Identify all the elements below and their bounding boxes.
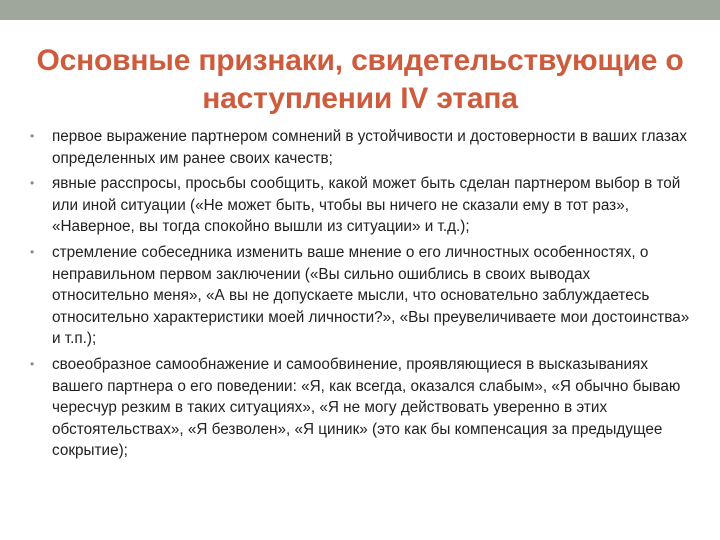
bullet-dot-icon: • (30, 356, 35, 371)
bullet-dot-icon: • (30, 244, 35, 259)
bullet-item-4 (30, 354, 690, 462)
bullet-list (30, 126, 690, 466)
bullet-text: первое выражение партнером сомнений в устойчивости и достоверности в ваших глазах определенных им ранее своих качеств; (52, 128, 688, 167)
bullet-dot-icon: • (30, 129, 35, 143)
slide-title: Основные признаки, свидетельствующие о наступлении IV этапа (36, 44, 684, 115)
bullet-item-3 (30, 242, 690, 350)
bullet-text: стремление собеседника изменить ваше мнение о его личностных особенностях, о неправильном первом заключении («Вы сильно ошиблись в своих выводах относительно меня», «А вы не допускаете мысли, что основательно заблуждаетесь относительно характеристики моей личности?», «Вы преувеличиваете мои достоинства» и т.п.); (52, 243, 690, 348)
bullet-text: своеобразное самообнажение и самообвинение, проявляющиеся в высказываниях вашего партнера о его поведении: «Я, как всегда, оказался слабым», «Я обычно бываю чересчур резким в таких ситуациях», «Я не могу действовать уверенно в этих обстоятельствах», «Я безволен», «Я циник» (это как бы компенсация за предыдущее сокрытие); (52, 355, 681, 460)
bullet-item-1 (30, 126, 690, 169)
bullet-dot-icon: • (30, 176, 35, 191)
bullet-text: явные расспросы, просьбы сообщить, какой может быть сделан партнером выбор в той или иной ситуации («Не может быть, чтобы вы ничего не сказали ему в тот раз», «Наверное, вы тогда спокойно вышли из ситуации» и т.д.); (52, 175, 681, 236)
bullet-item-2 (30, 173, 690, 238)
top-decorative-bar (0, 0, 720, 20)
